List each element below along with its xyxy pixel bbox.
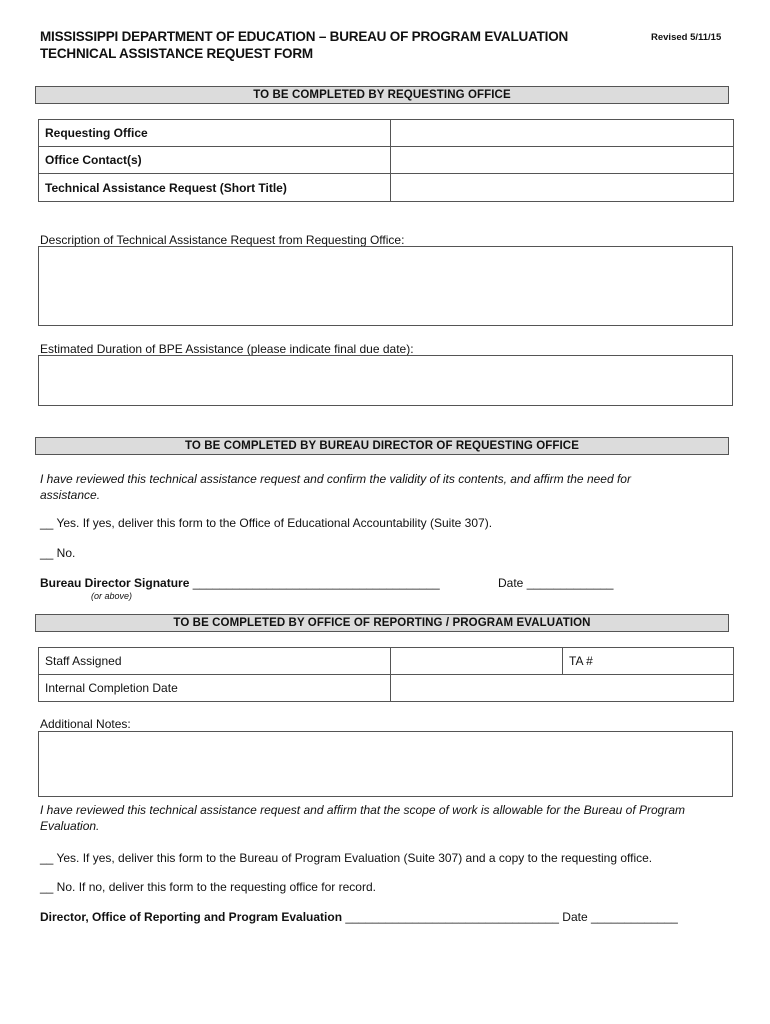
- requesting-office-label: Requesting Office: [39, 120, 391, 147]
- completion-date-field[interactable]: [391, 675, 734, 702]
- director-date-line[interactable]: _____________: [591, 910, 678, 924]
- section-bar-bureau-director: TO BE COMPLETED BY BUREAU DIRECTOR OF REQUESTING OFFICE: [35, 437, 729, 455]
- staff-assigned-label: Staff Assigned: [39, 648, 391, 675]
- short-title-label: Technical Assistance Request (Short Title): [39, 174, 391, 202]
- reporting-statement-line-2: Evaluation.: [40, 819, 100, 833]
- bureau-date-line[interactable]: _____________: [526, 576, 614, 590]
- additional-notes-label: Additional Notes:: [40, 717, 131, 731]
- office-contacts-field[interactable]: [391, 147, 734, 174]
- duration-box[interactable]: [38, 355, 733, 406]
- form-title: [40, 28, 568, 62]
- reporting-statement: [40, 802, 685, 834]
- bureau-yes-option[interactable]: __ Yes. If yes, deliver this form to the Office of Educational Accountability (Suite 307).: [40, 516, 493, 530]
- requesting-office-field[interactable]: [391, 120, 734, 147]
- director-signature-line[interactable]: ________________________________: [345, 910, 559, 924]
- reporting-statement-line-1: I have reviewed this technical assistance request and affirm that the scope of work is allowable for the Bureau of Program: [40, 803, 685, 817]
- director-signature-row: [40, 910, 678, 924]
- director-date-label: Date: [562, 910, 588, 924]
- bureau-signature-label: Bureau Director Signature: [40, 576, 190, 590]
- short-title-field[interactable]: [391, 174, 734, 202]
- director-statement-line-2: assistance.: [40, 488, 101, 502]
- table-row: [39, 675, 734, 702]
- section-bar-reporting-office: TO BE COMPLETED BY OFFICE OF REPORTING / PROGRAM EVALUATION: [35, 614, 729, 632]
- table-row: [39, 147, 734, 174]
- reporting-office-table: [38, 647, 734, 702]
- table-row: [39, 648, 734, 675]
- completion-date-label: Internal Completion Date: [39, 675, 391, 702]
- director-statement: [40, 471, 631, 503]
- staff-assigned-field[interactable]: [391, 648, 563, 675]
- duration-label: Estimated Duration of BPE Assistance (please indicate final due date):: [40, 342, 414, 356]
- revised-date: Revised 5/11/15: [651, 32, 722, 43]
- or-above-note: (or above): [91, 591, 133, 601]
- bureau-date-label: Date: [498, 576, 524, 590]
- requesting-office-table: [38, 119, 734, 202]
- description-label: Description of Technical Assistance Request from Requesting Office:: [40, 233, 405, 247]
- description-box[interactable]: [38, 246, 733, 326]
- bureau-date-row: [498, 576, 613, 590]
- table-row: [39, 120, 734, 147]
- title-line-1: MISSISSIPPI DEPARTMENT OF EDUCATION – BUREAU OF PROGRAM EVALUATION: [40, 29, 569, 44]
- section-bar-requesting-office: TO BE COMPLETED BY REQUESTING OFFICE: [35, 86, 729, 104]
- director-label: Director, Office of Reporting and Program Evaluation: [40, 910, 343, 924]
- reporting-no-option[interactable]: __ No. If no, deliver this form to the requesting office for record.: [40, 880, 376, 894]
- bureau-signature-row: [40, 576, 440, 590]
- bureau-no-option[interactable]: __ No.: [40, 546, 76, 560]
- additional-notes-box[interactable]: [38, 731, 733, 797]
- office-contacts-label: Office Contact(s): [39, 147, 391, 174]
- table-row: [39, 174, 734, 202]
- director-statement-line-1: I have reviewed this technical assistance request and confirm the validity of its contents, and affirm the need for: [40, 472, 631, 486]
- reporting-yes-option[interactable]: __ Yes. If yes, deliver this form to the Bureau of Program Evaluation (Suite 307) and a copy to the requesting office.: [40, 851, 653, 865]
- bureau-signature-line[interactable]: _____________________________________: [192, 576, 440, 590]
- title-line-2: TECHNICAL ASSISTANCE REQUEST FORM: [40, 46, 313, 61]
- ta-number-cell[interactable]: TA #: [563, 648, 734, 675]
